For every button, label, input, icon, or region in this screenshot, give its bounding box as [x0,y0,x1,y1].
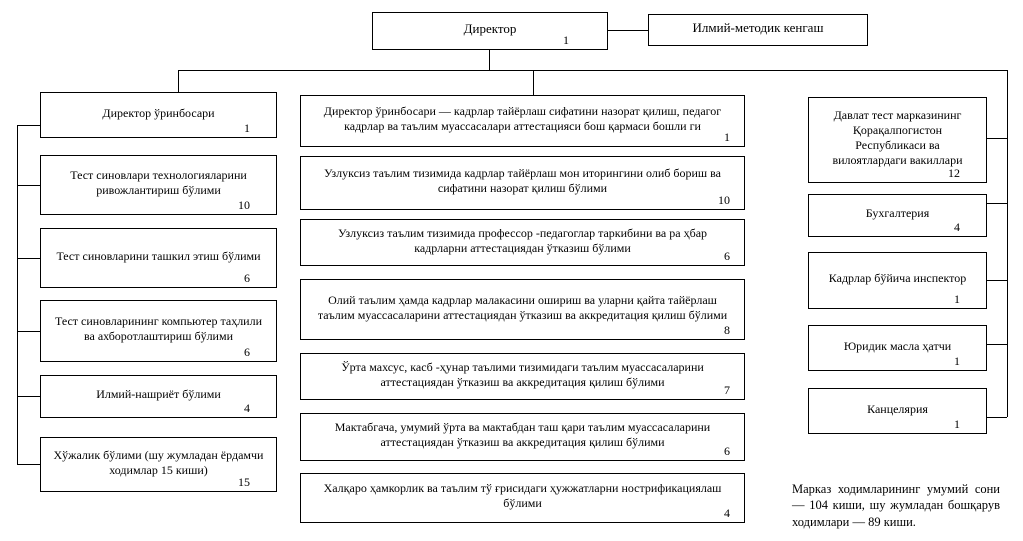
staff-count: 1 [244,121,250,135]
box-legal-adviser [808,325,987,371]
box-label: Илмий-нашриёт бўлими [96,387,221,401]
connector-left-stub-2 [17,185,40,186]
box-label: Тест синовларининг компьютер таҳлили ва ахборотлаштириш бўлими [54,314,263,343]
staff-count: 10 [238,198,250,212]
box-label: Давлат тест марказининг Қорақалпогистон Республикаси ва вилоятлардаги вакиллари [832,108,963,167]
box-accounting [808,194,987,237]
connector-branch-left-drop [178,70,179,92]
staff-count: 6 [244,271,250,285]
connector-right-stub-3 [987,280,1007,281]
box-label: Халқаро ҳамкорлик ва таълим тў ғрисидаги ҳужжатларни нострификациялаш бўлими [323,481,722,510]
box-chancellery [808,388,987,434]
staff-count: 12 [948,166,960,180]
connector-right-stub-5 [987,417,1007,418]
staff-count: 6 [724,444,730,458]
box-label: Ўрта махсус, касб -ҳунар таълими тизимидаги таълим муассасаларини аттестациядан ўтказиш ва аккредитация қилиш бўлими [341,359,704,389]
box-label: Олий таълим ҳамда кадрлар малакасини ошириш ва уларни қайта тайёрлаш таълим муассасаларини аттестациядан ўтказиш ва аккредитация қилиш бўлими [317,292,728,322]
connector-left-stub-6 [17,464,40,465]
box-secondary-special-accreditation-dept [300,353,745,400]
box-label: Узлуксиз таълим тизимида кадрлар тайёрлаш мон иторингини олиб бориш ва сифатини назорат қилиш бўлими [323,166,721,195]
box-test-organization-dept [40,228,277,288]
box-economic-dept [40,437,277,492]
box-label: Директор ўринбосари — кадрлар тайёрлаш сифатини назорат қилиш, педагог кадрлар ва таълим муассасалари аттестацияси бош қармаси бошли ги [323,104,722,133]
staff-count: 4 [954,220,960,234]
box-deputy-director-attestation [300,95,745,147]
box-deputy-director [40,92,277,138]
staff-count: 15 [238,475,250,489]
box-label: Кадрлар бўйича инспектор [828,271,967,285]
connector-director-council [608,30,648,31]
box-label: Илмий-методик кенгаш [692,19,824,35]
box-science-publishing-dept [40,375,277,418]
box-label: Мактабгача, умумий ўрта ва мактабдан таш қари таълим муассасаларини аттестациядан ўтказиш ва аккредитация қилиш бўлими [334,420,711,449]
box-professor-staff-attestation-dept [300,219,745,266]
box-label: Директор [463,20,517,36]
box-label: Директор ўринбосари [102,105,215,120]
staff-count: 10 [718,193,730,207]
staff-count: 8 [724,323,730,337]
staff-count: 4 [244,401,250,415]
box-label: Узлуксиз таълим тизимида профессор -педагоглар таркибини ва ра ҳбар кадрларни аттестациядан ўтказиш бўлими [337,225,708,255]
staff-total-note: Марказ ходимларининг умумий сони — 104 киши, шу жумладан бошқарув ходимлари — 89 киши. [792,482,1000,529]
box-label: Канцелярия [867,401,928,416]
staff-count: 4 [724,506,730,520]
staff-count: 6 [724,249,730,263]
staff-count: 7 [724,383,730,397]
box-hr-inspector [808,252,987,309]
connector-right-stub-2 [987,203,1007,204]
box-label: Тест синовлари технологияларини ривожлантириш бўлими [70,168,247,197]
box-continuous-education-monitoring-dept [300,156,745,210]
connector-branch-middle-drop [533,70,534,95]
staff-count: 6 [244,345,250,359]
box-director [372,12,608,50]
box-label: Хўжалик бўлими (шу жумладан ёрдамчи ходимлар 15 киши) [53,447,264,477]
staff-count: 1 [954,292,960,306]
box-higher-education-accreditation-dept [300,279,745,340]
box-label: Бухгалтерия [865,206,930,220]
box-preschool-accreditation-dept [300,413,745,461]
connector-director-down [489,50,490,70]
box-label: Юридик масла ҳатчи [843,338,952,353]
connector-right-stub-4 [987,344,1007,345]
box-scientific-methodic-council [648,14,868,46]
connector-left-stub-5 [17,396,40,397]
box-test-technologies-dept [40,155,277,215]
connector-left-stub-4 [17,331,40,332]
connector-left-stub-1 [17,125,40,126]
box-international-cooperation-dept [300,473,745,523]
connector-left-stub-3 [17,258,40,259]
staff-count: 1 [724,130,730,144]
box-test-computer-analysis-dept [40,300,277,362]
connector-main-branch [178,70,1008,71]
connector-right-stub-1 [987,138,1007,139]
connector-left-trunk [17,125,18,464]
staff-count: 1 [954,354,960,368]
staff-count: 1 [954,417,960,431]
box-regional-representatives [808,97,987,183]
box-label: Тест синовларини ташкил этиш бўлими [56,248,261,263]
staff-count: 1 [563,33,569,47]
connector-right-trunk [1007,70,1008,417]
